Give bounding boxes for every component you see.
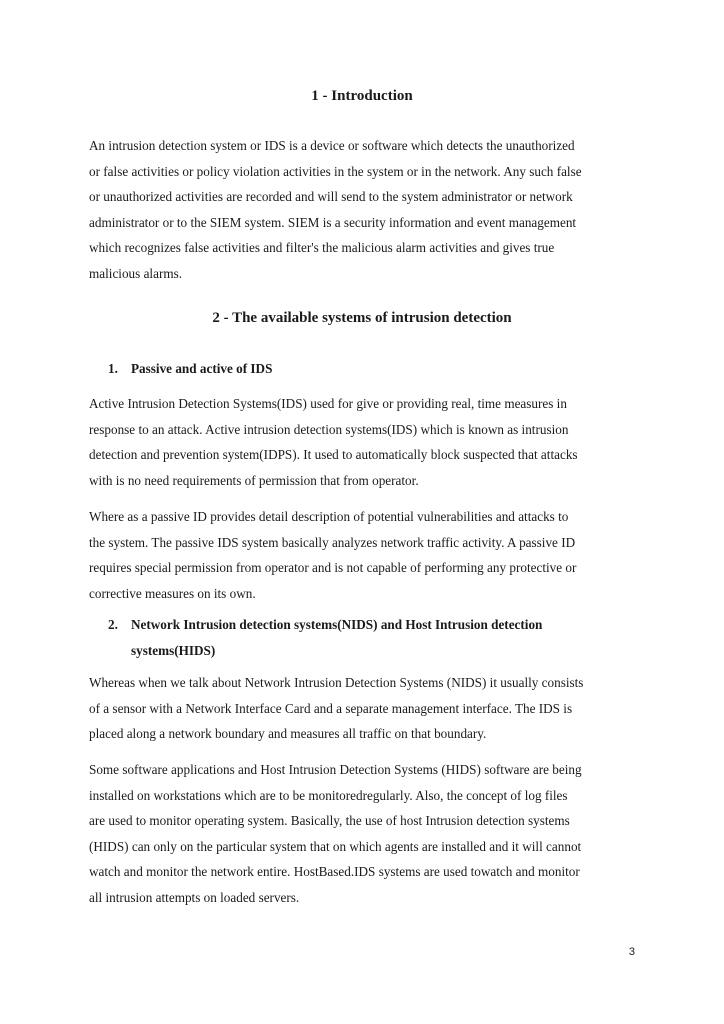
text-line: which recognizes false activities and filter's the malicious alarm activities and gives true xyxy=(89,240,555,256)
subsection-number: 1. xyxy=(108,361,118,376)
text-line: of a sensor with a Network Interface Card and a separate management interface. The IDS is xyxy=(89,700,573,716)
subsection-title-line: systems(HIDS) xyxy=(131,642,216,658)
page-number: 3 xyxy=(628,946,635,958)
text-line: An intrusion detection system or IDS is a device or software which detects the unauthorized xyxy=(89,138,575,153)
text-line: Where as a passive ID provides detail description of potential vulnerabilities and attacks to xyxy=(89,509,569,524)
text-line: are used to monitor operating system. Basically, the use of host Intrusion detection systems xyxy=(89,813,570,829)
active-ids-paragraph xyxy=(89,391,649,493)
text-line: installed on workstations which are to be monitoredregularly. Also, the concept of log files xyxy=(89,787,568,803)
text-line: watch and monitor the network entire. HostBased.IDS systems are used towatch and monitor xyxy=(89,864,580,880)
text-line: or false activities or policy violation activities in the system or in the network. Any such false xyxy=(89,163,582,179)
text-line: detection and prevention system(IDPS). It used to automatically block suspected that attacks xyxy=(89,447,578,463)
subsection-heading-passive-active xyxy=(108,356,272,382)
text-line: placed along a network boundary and measures all traffic on that boundary. xyxy=(89,726,487,742)
text-line: or unauthorized activities are recorded and will send to the system administrator or network xyxy=(89,189,573,205)
section-heading-available-systems: 2 - The available systems of intrusion detection xyxy=(212,310,512,326)
text-line: malicious alarms. xyxy=(89,265,183,281)
passive-ids-paragraph xyxy=(89,504,649,606)
subsection-number: 2. xyxy=(108,617,118,632)
text-line: corrective measures on its own. xyxy=(89,585,256,601)
text-line: response to an attack. Active intrusion detection systems(IDS) which is known as intrusion xyxy=(89,421,569,437)
text-line: all intrusion attempts on loaded servers. xyxy=(89,889,300,905)
hids-paragraph xyxy=(89,757,649,911)
text-line: Some software applications and Host Intrusion Detection Systems (HIDS) software are being xyxy=(89,762,582,777)
subsection-title-line: Network Intrusion detection systems(NIDS) and Host Intrusion detection xyxy=(131,617,543,632)
text-line: requires special permission from operator and is not capable of performing any protective or xyxy=(89,560,577,576)
text-line: with is no need requirements of permission that from operator. xyxy=(89,472,419,488)
text-line: Whereas when we talk about Network Intrusion Detection Systems (NIDS) it usually consists xyxy=(89,675,584,690)
section-heading-introduction: 1 - Introduction xyxy=(311,88,413,104)
text-line: (HIDS) can only on the particular system that on which agents are installed and it will cannot xyxy=(89,838,582,854)
nids-paragraph xyxy=(89,670,649,747)
subsection-heading-nids-hids xyxy=(108,612,542,663)
subsection-title: Passive and active of IDS xyxy=(131,361,273,376)
intro-paragraph xyxy=(89,133,649,287)
text-line: administrator or to the SIEM system. SIEM is a security information and event management xyxy=(89,214,577,230)
text-line: Active Intrusion Detection Systems(IDS) used for give or providing real, time measures in xyxy=(89,396,567,411)
text-line: the system. The passive IDS system basically analyzes network traffic activity. A passive ID xyxy=(89,534,576,550)
